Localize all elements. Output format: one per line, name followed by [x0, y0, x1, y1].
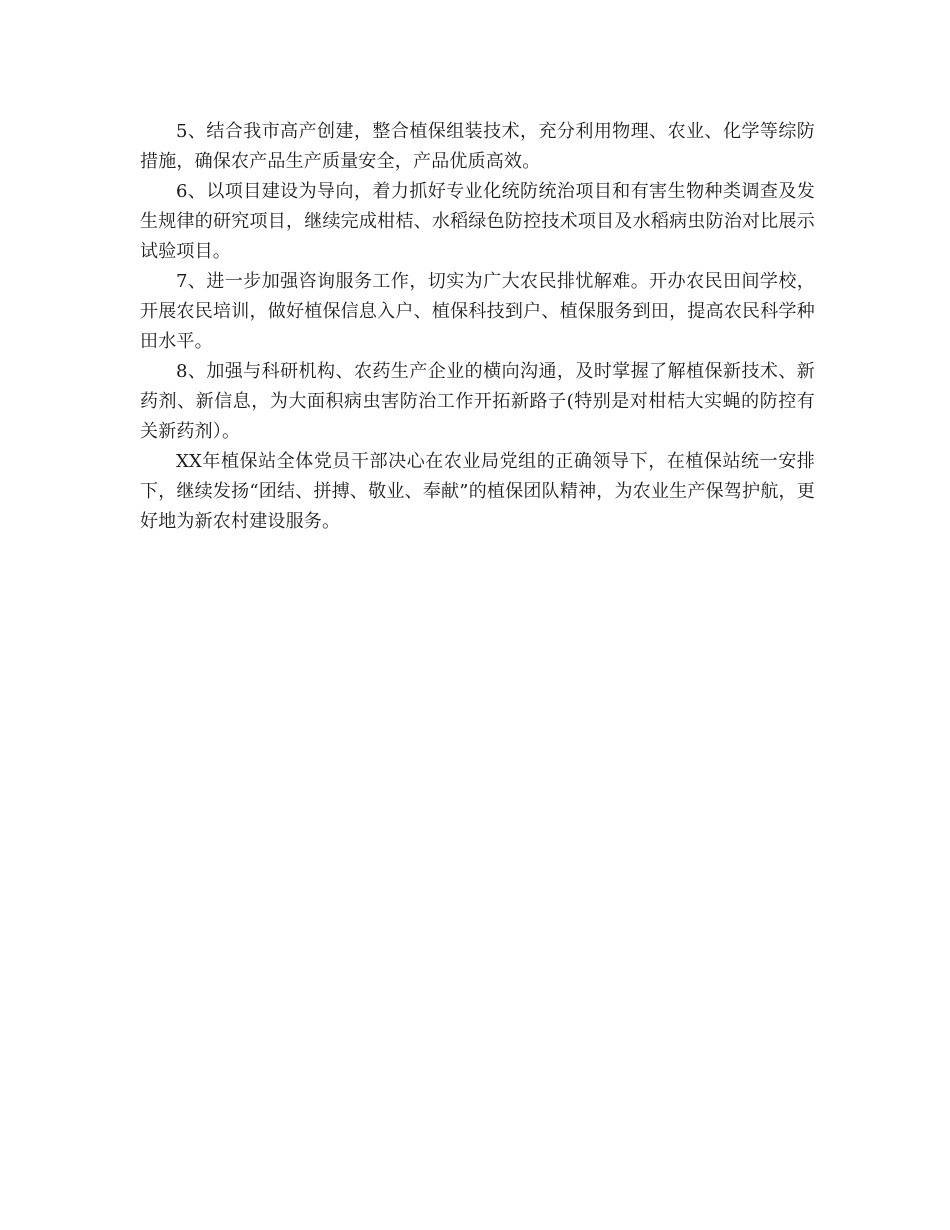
paragraph-item-7: 7、进一步加强咨询服务工作，切实为广大农民排忧解难。开办农民田间学校，开展农民培训，做好植保信息入户、植保科技到户、植保服务到田，提高农民科学种田水平。: [140, 271, 815, 352]
paragraph-item-6: 6、以项目建设为导向，着力抓好专业化统防统治项目和有害生物种类调查及发生规律的研究项目，继续完成柑桔、水稻绿色防控技术项目及水稻病虫防治对比展示试验项目。: [140, 181, 815, 262]
paragraph-item-5: 5、结合我市高产创建，整合植保组装技术，充分利用物理、农业、化学等综防措施，确保农产品生产质量安全，产品优质高效。: [140, 121, 815, 172]
paragraph-item-8: 8、加强与科研机构、农药生产企业的横向沟通，及时掌握了解植保新技术、新药剂、新信息，为大面积病虫害防治工作开拓新路子(特别是对柑桔大实蝇的防控有关新药剂）。: [140, 361, 815, 442]
document-body: [140, 117, 815, 537]
paragraph-closing: XX年植保站全体党员干部决心在农业局党组的正确领导下，在植保站统一安排下，继续发扬“团结、拼搏、敬业、奉献”的植保团队精神，为农业生产保驾护航，更好地为新农村建设服务。: [140, 451, 815, 532]
